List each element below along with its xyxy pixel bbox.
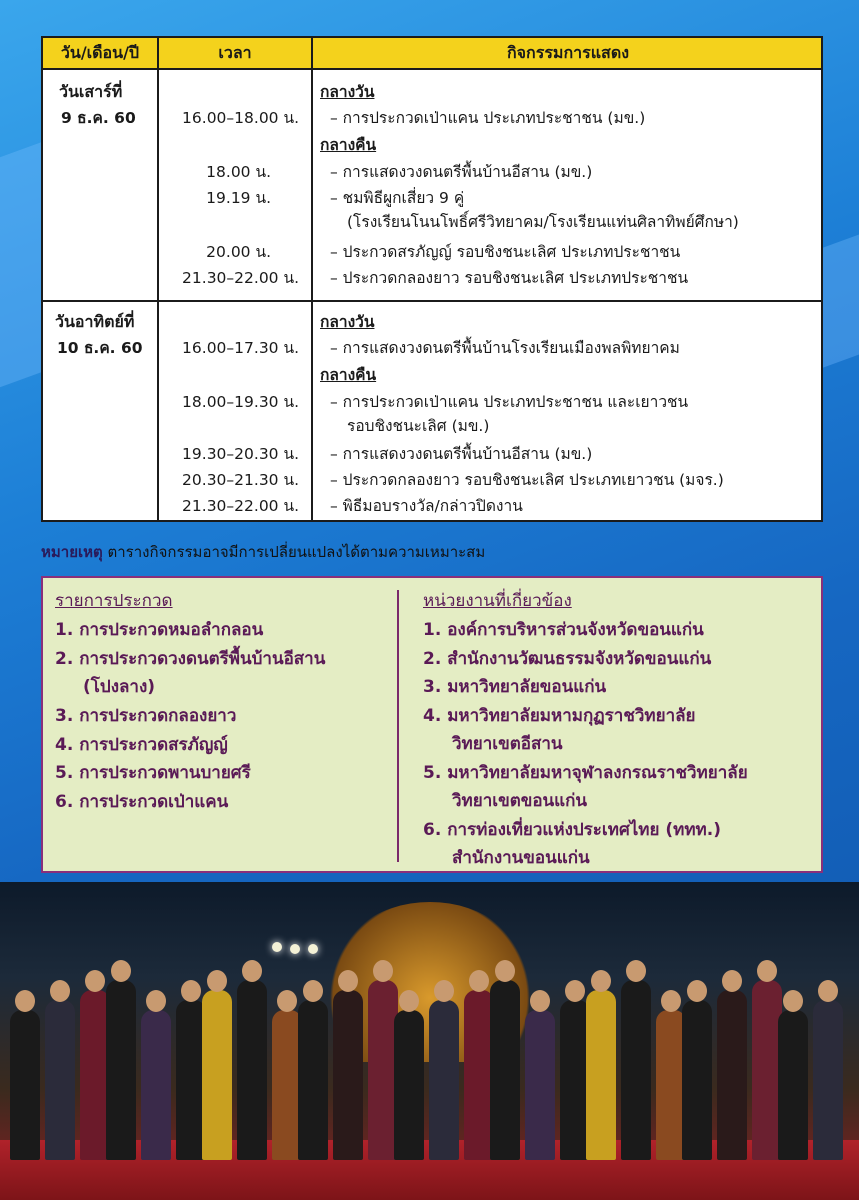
day1-section-night: กลางคืน (320, 136, 377, 154)
header-date: วัน/เดือน/ปี (60, 43, 140, 62)
contest-item: 3. การประกวดกลองยาว (55, 706, 237, 726)
person-silhouette (394, 1010, 424, 1160)
agency-item-cont: สำนักงานขอนแก่น (452, 848, 590, 868)
person-head (530, 990, 550, 1012)
day2-activity-4: – ประกวดกลองยาว รอบชิงชนะเลิศ ประเภทเยาวชน (มจร.) (330, 471, 724, 489)
agencies-title: หน่วยงานที่เกี่ยวข้อง (423, 591, 572, 611)
person-silhouette (333, 990, 363, 1160)
person-head (207, 970, 227, 992)
day2-activity-5: – พิธีมอบรางวัล/กล่าวปิดงาน (330, 497, 523, 515)
person-silhouette (141, 1010, 171, 1160)
person-head (277, 990, 297, 1012)
person-head (85, 970, 105, 992)
person-head (661, 990, 681, 1012)
day1-time-3: 19.19 น. (206, 189, 271, 207)
agency-item-cont: วิทยาเขตอีสาน (452, 734, 563, 754)
day2-time-3: 19.30–20.30 น. (182, 445, 299, 463)
day2-section-night: กลางคืน (320, 366, 377, 384)
event-photo (0, 882, 859, 1200)
person-silhouette (237, 980, 267, 1160)
table-header-row (43, 38, 821, 70)
stage-light (308, 944, 318, 954)
person-silhouette (525, 1010, 555, 1160)
remark-text: ตารางกิจกรรมอาจมีการเปลี่ยนแปลงได้ตามความเหมาะสม (102, 543, 486, 561)
remark-note (41, 540, 485, 564)
person-head (146, 990, 166, 1012)
agency-item: 3. มหาวิทยาลัยขอนแก่น (423, 677, 607, 697)
day2-activity-2: – การประกวดเป่าแคน ประเภทประชาชน และเยาวชน (330, 393, 689, 411)
day1-activity-2: – การแสดงวงดนตรีพื้นบ้านอีสาน (มข.) (330, 163, 593, 181)
person-head (626, 960, 646, 982)
day1-activity-3: – ชมพิธีผูกเสี่ยว 9 คู่ (330, 189, 465, 207)
day1-date: 9 ธ.ค. 60 (61, 109, 136, 127)
person-head (434, 980, 454, 1002)
stage-light (290, 944, 300, 954)
person-head (722, 970, 742, 992)
column-divider (157, 38, 159, 520)
agency-item-cont: วิทยาเขตขอนแก่น (452, 791, 588, 811)
day2-section-day: กลางวัน (320, 313, 375, 331)
day1-day: วันเสาร์ที่ (59, 82, 123, 101)
day1-time-2: 18.00 น. (206, 163, 271, 181)
person-silhouette (45, 1000, 75, 1160)
person-head (50, 980, 70, 1002)
stage-light (272, 942, 282, 952)
remark-label: หมายเหตุ (41, 543, 103, 561)
person-head (111, 960, 131, 982)
contests-title: รายการประกวด (55, 591, 173, 611)
person-head (818, 980, 838, 1002)
agency-item: 5. มหาวิทยาลัยมหาจุฬาลงกรณราชวิทยาลัย (423, 763, 748, 783)
day2-day: วันอาทิตย์ที่ (55, 312, 135, 331)
schedule-table (41, 36, 823, 522)
person-silhouette (813, 1000, 843, 1160)
day2-time-2: 18.00–19.30 น. (182, 393, 299, 411)
person-silhouette (10, 1010, 40, 1160)
person-silhouette (202, 990, 232, 1160)
person-silhouette (298, 1000, 328, 1160)
day2-time-4: 20.30–21.30 น. (182, 471, 299, 489)
header-activity: กิจกรรมการแสดง (506, 43, 630, 62)
person-head (469, 970, 489, 992)
column-divider (397, 590, 399, 862)
person-head (373, 960, 393, 982)
day1-activity-5: – ประกวดกลองยาว รอบชิงชนะเลิศ ประเภทประชาชน (330, 269, 689, 287)
header-time: เวลา (218, 43, 252, 62)
column-divider (311, 38, 313, 520)
contest-item-cont: (โปงลาง) (83, 677, 156, 697)
day1-time-5: 21.30–22.00 น. (182, 269, 299, 287)
day2-activity-2-cont: รอบชิงชนะเลิศ (มข.) (347, 417, 490, 435)
day2-time-5: 21.30–22.00 น. (182, 497, 299, 515)
person-head (565, 980, 585, 1002)
day1-activity-1: – การประกวดเป่าแคน ประเภทประชาชน (มข.) (330, 109, 646, 127)
day1-activity-4: – ประกวดสรภัญญ์ รอบชิงชนะเลิศ ประเภทประชาชน (330, 243, 681, 261)
contest-item: 5. การประกวดพานบายศรี (55, 763, 251, 783)
person-head (338, 970, 358, 992)
person-head (303, 980, 323, 1002)
agency-item: 2. สำนักงานวัฒนธรรมจังหวัดขอนแก่น (423, 649, 712, 669)
person-silhouette (621, 980, 651, 1160)
day2-date: 10 ธ.ค. 60 (57, 339, 143, 357)
row-divider (43, 300, 821, 302)
person-head (757, 960, 777, 982)
person-silhouette (429, 1000, 459, 1160)
person-head (181, 980, 201, 1002)
person-silhouette (778, 1010, 808, 1160)
person-head (783, 990, 803, 1012)
person-head (591, 970, 611, 992)
contest-item: 6. การประกวดเป่าแคน (55, 792, 229, 812)
person-head (495, 960, 515, 982)
day2-activity-1: – การแสดงวงดนตรีพื้นบ้านโรงเรียนเมืองพลพิทยาคม (330, 339, 680, 357)
day2-activity-3: – การแสดงวงดนตรีพื้นบ้านอีสาน (มข.) (330, 445, 593, 463)
person-head (242, 960, 262, 982)
person-head (687, 980, 707, 1002)
day1-time-1: 16.00–18.00 น. (182, 109, 299, 127)
person-head (399, 990, 419, 1012)
person-head (15, 990, 35, 1012)
agency-item: 4. มหาวิทยาลัยมหามกุฏราชวิทยาลัย (423, 706, 696, 726)
day1-section-day: กลางวัน (320, 83, 375, 101)
agency-item: 1. องค์การบริหารส่วนจังหวัดขอนแก่น (423, 620, 704, 640)
person-silhouette (682, 1000, 712, 1160)
day1-activity-3-cont: (โรงเรียนโนนโพธิ์ศรีวิทยาคม/โรงเรียนแท่นศิลาทิพย์ศึกษา) (347, 213, 739, 231)
person-silhouette (586, 990, 616, 1160)
day1-time-4: 20.00 น. (206, 243, 271, 261)
contest-item: 1. การประกวดหมอลำกลอน (55, 620, 264, 640)
person-silhouette (490, 980, 520, 1160)
day2-time-1: 16.00–17.30 น. (182, 339, 299, 357)
person-silhouette (717, 990, 747, 1160)
agency-item: 6. การท่องเที่ยวแห่งประเทศไทย (ททท.) (423, 820, 721, 840)
person-silhouette (106, 980, 136, 1160)
info-box (41, 576, 823, 873)
contest-item: 4. การประกวดสรภัญญ์ (55, 735, 228, 755)
contest-item: 2. การประกวดวงดนตรีพื้นบ้านอีสาน (55, 649, 326, 669)
